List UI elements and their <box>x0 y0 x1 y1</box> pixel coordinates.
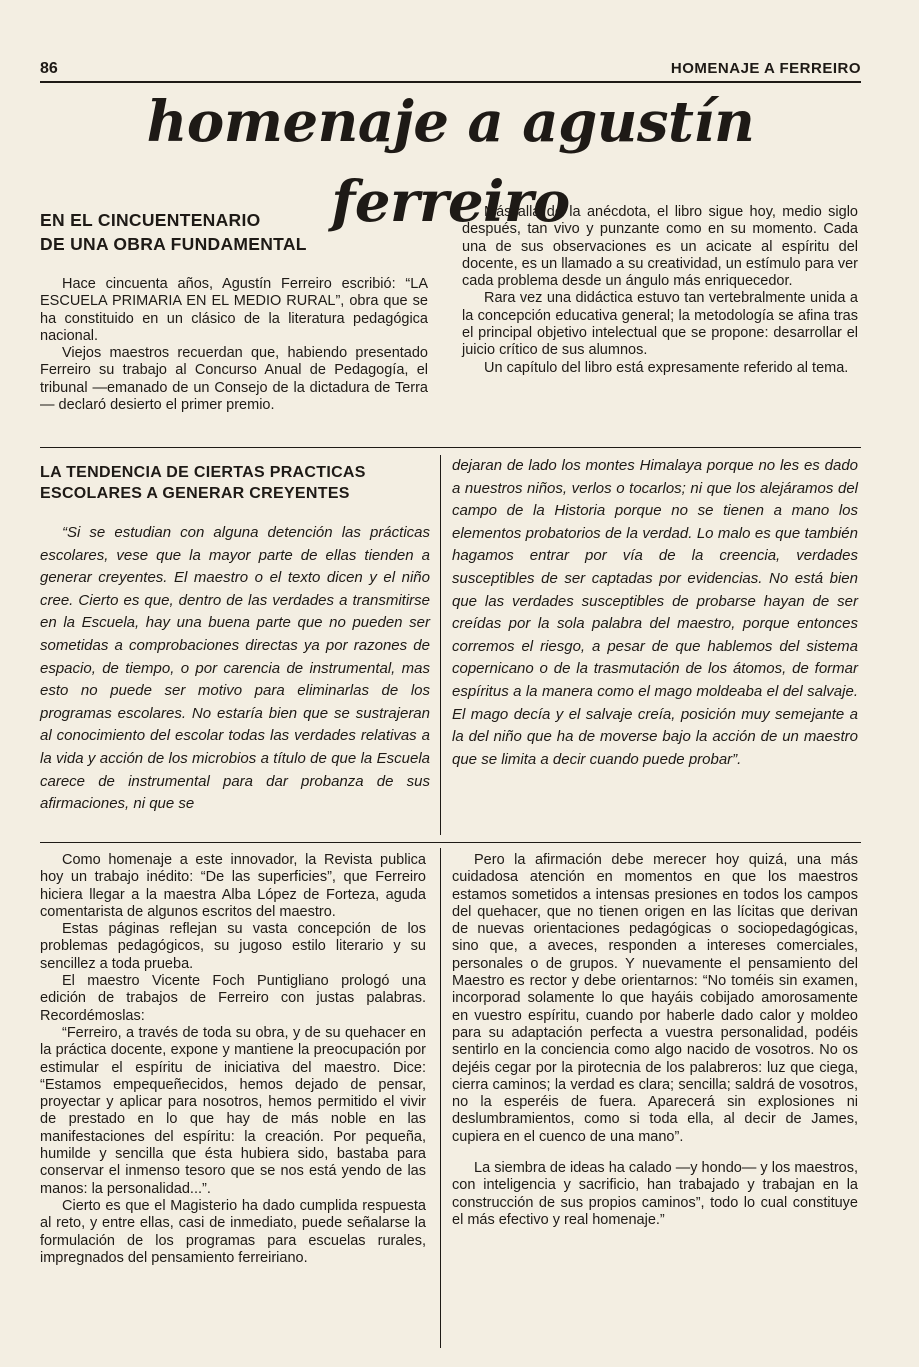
column-divider <box>440 455 441 835</box>
paragraph: Estas páginas reflejan su vasta concepción de los problemas pedagógicos, su jugoso estilo literario y su sencillez a toda prueba. <box>40 921 426 972</box>
paragraph: El maestro Vicente Foch Puntigliano prologó una edición de trabajos de Ferreiro con justas palabras. Recordémoslas: <box>40 973 426 1024</box>
paragraph: Un capítulo del libro está expresamente referido al tema. <box>484 359 849 376</box>
quote-paragraph: “Si se estudian con alguna detención las prácticas escolares, vese que la mayor parte de ellas tienden a generar creyentes. El maestro o el texto dicen y el niño cree. Cierto es que, dentro de las verdades a transmitirse en la Escuela, hay una buena parte que no pueden ser sometidas a comprobaciones directas ya por razones de espacio, de tiempo, o por carencia de instrumental, mas esto no puede ser motivo para eliminarlas de los programas escolares. No estaría bien que se sustrajeran al conocimiento del escolar todas las verdades relativas a la vida y acción de los microbios a título de que la Escuela carece de instrumental para dar probanza de sus afirmaciones, ni que se <box>40 524 430 813</box>
page-number: 86 <box>40 60 58 77</box>
section1-heading-line2: DE UNA OBRA FUNDAMENTAL <box>40 234 307 254</box>
article-title: homenaje a agustín ferreiro <box>146 89 755 235</box>
section1-right-column <box>462 204 858 377</box>
section2-heading <box>40 462 430 504</box>
section1-heading-line1: EN EL CINCUENTENARIO <box>40 210 261 230</box>
paragraph: Cierto es que el Magisterio ha dado cumplida respuesta al reto, y entre ellas, casi de inmediato, puede señalarse la formulación de los programas para escuelas rurales, impregnados del pensamiento ferreiriano. <box>40 1197 426 1266</box>
paragraph: Hace cincuenta años, Agustín Ferreiro escribió: “LA ESCUELA PRIMARIA EN EL MEDIO RURAL”, obra que se ha constituido en un clásico de la literatura pedagógica nacional. <box>40 276 428 344</box>
paragraph-gap <box>452 1146 858 1160</box>
section2-left-column <box>40 522 430 816</box>
quote-paragraph: dejaran de lado los montes Himalaya porque no les es dado a nuestros niños, verlos o tocarlos; ni que los alejáramos del campo de la Historia porque no se tienen a mano los elementos probatorios de la verdad. Lo malo es que también hagamos entrar por vía de la creencia, verdades susceptibles de ser captadas por evidencias. No está bien que las verdades susceptibles de probarse hayan de ser creídas por la sola palabra del maestro, porque entonces corremos el riesgo, a pesar de que hablemos del sistema copernicano o de la trasmutación de los átomos, de formar espíritus a la manera como el mago moldeaba el del salvaje. El mago decía y el salvaje creía, posición muy semejante a la del niño que ha de moverse bajo la acción de un maestro que se limita a decir cuando puede probar”. <box>452 457 858 768</box>
page-header <box>40 58 861 80</box>
running-head: HOMENAJE A FERREIRO <box>670 60 861 77</box>
paragraph: “Ferreiro, a través de toda su obra, y de su quehacer en la práctica docente, expone y mantiene la preocupación por estimular el espíritu de iniciativa del maestro. Dice: “Estamos empequeñecidos, hemos dejado de pensar, proyectar y aplicar para nosotros, hemos permitido el vivir de prestado en lo que hay de más noble en las manifestaciones del espíritu: la creación. Por pequeña, humilde y sencilla que ésta hubiera sido, bastaba para conservar el inmenso tesoro que se nos está yendo de las manos: la personalidad...”. <box>40 1024 426 1197</box>
section3-right-column <box>452 852 858 1229</box>
section2-right-column <box>452 455 858 771</box>
section1-heading <box>40 208 428 256</box>
column-divider <box>440 848 441 1348</box>
section1-left-column <box>40 208 428 414</box>
paragraph: La siembra de ideas ha calado —y hondo— y los maestros, con inteligencia y sacrificio, han trabajado y trabajan en la construcción de sus propios caminos”, todo lo cual constituye el más efectivo y real homenaje.” <box>452 1160 858 1228</box>
section-divider <box>40 447 861 448</box>
paragraph: Rara vez una didáctica estuvo tan vertebralmente unida a la concepción educativa general; la metodología se afina tras el principal objetivo intelectual que se propone: desarrollar el juicio crítico de sus alumnos. <box>462 290 858 359</box>
paragraph: Viejos maestros recuerdan que, habiendo presentado Ferreiro su trabajo al Concurso Anual de Pedagogía, el tribunal —emanado de un Consejo de la dictadura de Terra— declaró desierto el primer premio. <box>40 345 428 414</box>
section2-heading-line1: LA TENDENCIA DE CIERTAS PRACTICAS <box>40 464 366 481</box>
section-divider <box>40 842 861 843</box>
paragraph: Más allá de la anécdota, el libro sigue hoy, medio siglo después, tan vivo y punzante como en su momento. Cada una de sus observaciones es un acicate al espíritu del docente, es un llamado a su creatividad, un estímulo para ver cada problema desde un ángulo más enriquecedor. <box>462 204 858 290</box>
paragraph: Como homenaje a este innovador, la Revista publica hoy un trabajo inédito: “De las superficies”, que Ferreiro hiciera llegar a la maestra Alba López de Forteza, aguda comentarista de algunos escritos del maestro. <box>40 852 426 920</box>
section2-heading-line2: ESCOLARES A GENERAR CREYENTES <box>40 485 350 502</box>
section3-left-column <box>40 852 426 1267</box>
paragraph: Pero la afirmación debe merecer hoy quizá, una más cuidadosa atención en momentos en que los maestros estamos sometidos a intensas presiones en todos los campos del quehacer, que no tienen origen en las lícitas que derivan de nuevas orientaciones pedagógicas o sociopedagógicas, sino que, a aveces, responden a intereses comerciales, personales o de grupos. Y nuevamente el pensamiento del Maestro es rector y debe orientarnos: “No toméis sin examen, incorporad solamente lo que hayáis cobijado amorosamente en vuestro espíritu, cuando por haberle dado calor y moldeo para su adaptación perfecta a vuestra personalidad, podéis sentirlo en la conciencia como algo nacido de vosotros. No os dejéis cegar por la pirotecnia de los palabreros: luz que ciega, cierra caminos; la verdad es clara; sencilla; saldrá de vosotros, no la esperéis de fuera. Aparecerá sin explosiones ni deslumbramientos, como si toda ella, al decir de James, cupiera en el cuenco de una mano”. <box>452 852 858 1145</box>
